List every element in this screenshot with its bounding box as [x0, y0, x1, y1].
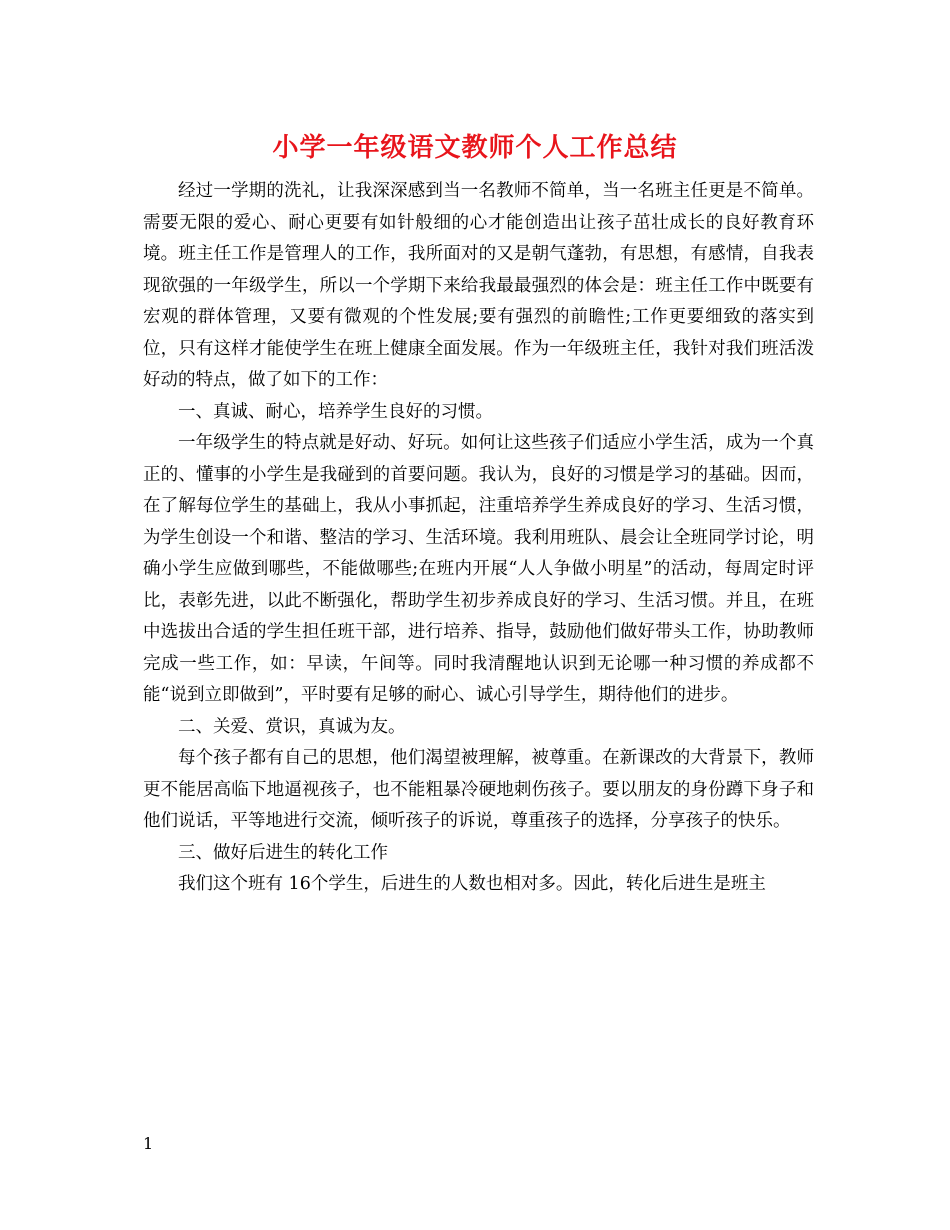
document-title: 小学一年级语文教师个人工作总结 [272, 133, 678, 163]
section-heading-2: 二、关爱、赏识，真诚为友。 [178, 716, 406, 737]
paragraph-section-2: 每个孩子都有自己的思想，他们渴望被理解，被尊重。在新课改的大背景下，教师更不能居高临下地逼视孩子，也不能粗暴冷硬地刺伤孩子。要以朋友的身份蹲下身子和他们说话，平等地进行交流，倾听孩子的诉说，尊重孩子的选择，分享孩子的快乐。 [143, 748, 814, 831]
paragraph-section-3: 我们这个班有 16个学生，后进生的人数也相对多。因此，转化后进生是班主 [178, 874, 766, 894]
section-heading-3: 三、做好后进生的转化工作 [178, 842, 388, 863]
paragraph-section-1: 一年级学生的特点就是好动、好玩。如何让这些孩子们适应小学生活，成为一个真正的、懂事的小学生是我碰到的首要问题。我认为，良好的习惯是学习的基础。因而，在了解每位学生的基础上，我从小事抓起，注重培养学生养成良好的学习、生活习惯，为学生创设一个和谐、整洁的学习、生活环境。我利用班队、晨会让全班同学讨论，明确小学生应做到哪些，不能做哪些;在班内开展“人人争做小明星”的活动，每周定时评比，表彰先进，以此不断强化，帮助学生初步养成良好的学习、生活习惯。并且，在班中选拔出合适的学生担任班干部，进行培养、指导，鼓励他们做好带头工作，协助教师完成一些工作，如：早读，午间等。同时我清醒地认识到无论哪一种习惯的养成都不能“说到立即做到”，平时要有足够的耐心、诚心引导学生，期待他们的进步。 [143, 433, 814, 705]
section-heading-1: 一、真诚、耐心，培养学生良好的习惯。 [178, 401, 493, 422]
page-number: 1 [143, 1134, 154, 1153]
document-body [143, 176, 814, 901]
paragraph-intro: 经过一学期的洗礼，让我深深感到当一名教师不简单，当一名班主任更是不简单。需要无限的爱心、耐心更要有如针般细的心才能创造出让孩子茁壮成长的良好教育环境。班主任工作是管理人的工作，我所面对的又是朝气蓬勃，有思想，有感情，自我表现欲强的一年级学生，所以一个学期下来给我最最强烈的体会是：班主任工作中既要有宏观的群体管理，又要有微观的个性发展;要有强烈的前瞻性;工作更要细致的落实到位，只有这样才能使学生在班上健康全面发展。作为一年级班主任，我针对我们班活泼好动的特点，做了如下的工作： [143, 181, 814, 390]
